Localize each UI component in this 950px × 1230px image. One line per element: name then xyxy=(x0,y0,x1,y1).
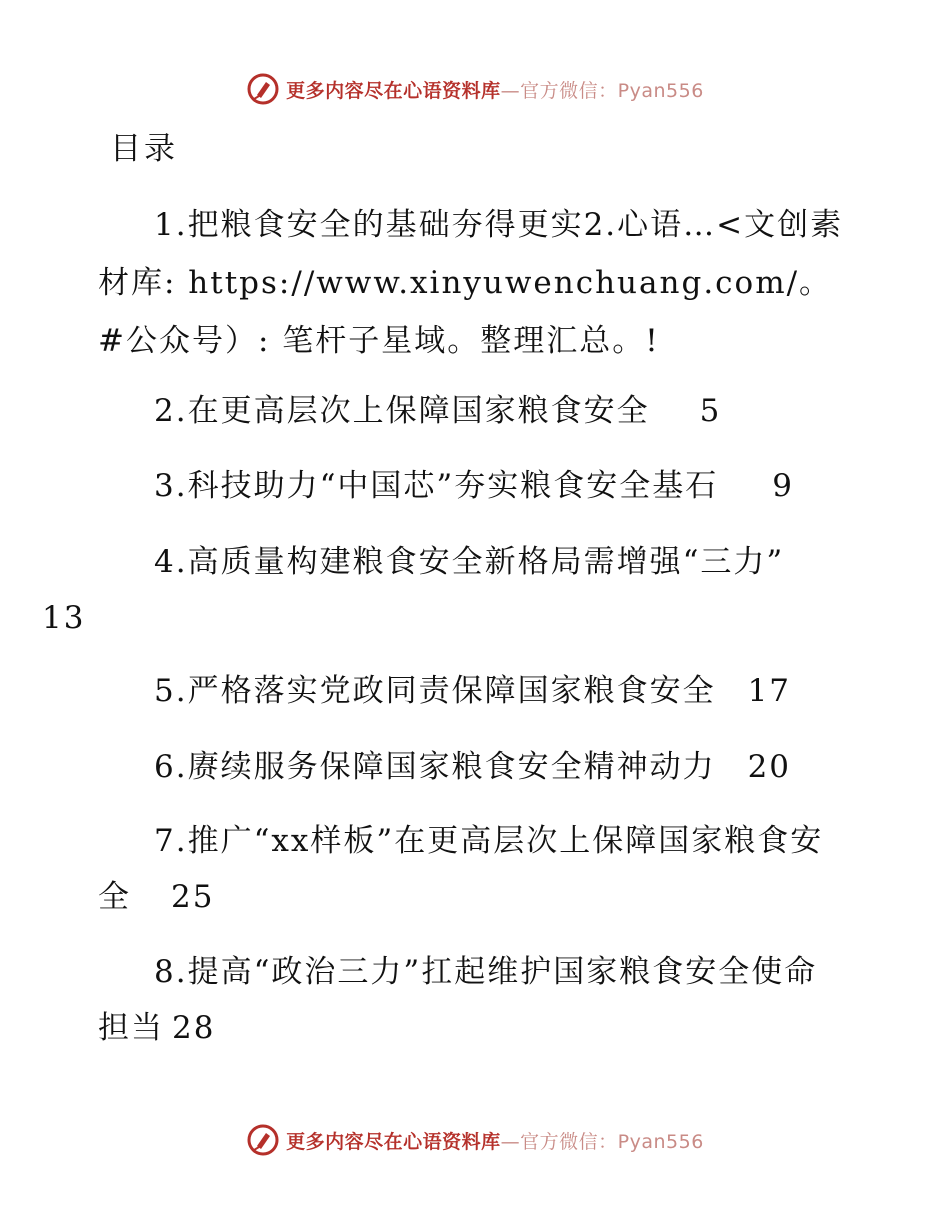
pen-nib-logo-icon xyxy=(246,1123,280,1157)
toc-entry-text: 8.提高“政治三力”扛起维护国家粮食安全使命担当 xyxy=(98,954,818,1046)
footer-brand-text: 更多内容尽在心语资料库 xyxy=(286,1130,501,1153)
toc-entry-1 xyxy=(98,196,850,370)
toc-page-number: 13 xyxy=(42,600,86,636)
toc-page-number: 5 xyxy=(699,393,722,429)
toc-entry-text: 4.高质量构建粮食安全新格局需增强“三力” xyxy=(154,544,785,580)
toc-entry-7 xyxy=(98,813,850,925)
toc-entry-3 xyxy=(98,458,850,514)
header-brand-text: 更多内容尽在心语资料库 xyxy=(286,79,501,102)
toc-entry-text: 7.推广“xx样板”在更高层次上保障国家粮食安全 xyxy=(98,823,824,915)
toc-entry-4 xyxy=(42,534,850,646)
header-banner xyxy=(0,72,950,106)
toc-entry-text: 1.把粮食安全的基础夯得更实2.心语…<文创素材库: https://www.xinyuwenchuang.com/。#公众号）: 笔杆子星域。整理汇总。! xyxy=(98,207,844,359)
toc-entry-2 xyxy=(98,383,850,439)
footer-banner-text xyxy=(286,1127,704,1154)
toc-page-number: 25 xyxy=(171,879,215,915)
toc-entry-8 xyxy=(98,944,850,1056)
toc-page-number: 20 xyxy=(747,749,792,785)
footer-banner xyxy=(0,1123,950,1157)
toc-entry-text: 3.科技助力“中国芯”夯实粮食安全基石 xyxy=(154,468,719,504)
header-suffix-text: —官方微信：Pyan556 xyxy=(500,79,704,102)
toc-entry-text: 6.赓续服务保障国家粮食安全精神动力 xyxy=(154,749,716,785)
toc-entry-text: 5.严格落实党政同责保障国家粮食安全 xyxy=(154,673,716,709)
footer-suffix-text: —官方微信：Pyan556 xyxy=(500,1130,704,1153)
toc-page-number: 17 xyxy=(747,673,792,709)
toc-entry-text: 2.在更高层次上保障国家粮食安全 xyxy=(154,393,650,429)
toc-entry-6 xyxy=(98,739,850,795)
header-banner-text xyxy=(286,76,704,103)
toc-page-number: 9 xyxy=(772,468,795,504)
toc-title: 目录 xyxy=(110,131,178,167)
toc-page-number: 28 xyxy=(172,1010,216,1046)
toc-entry-5 xyxy=(98,663,850,719)
pen-nib-logo-icon xyxy=(246,72,280,106)
